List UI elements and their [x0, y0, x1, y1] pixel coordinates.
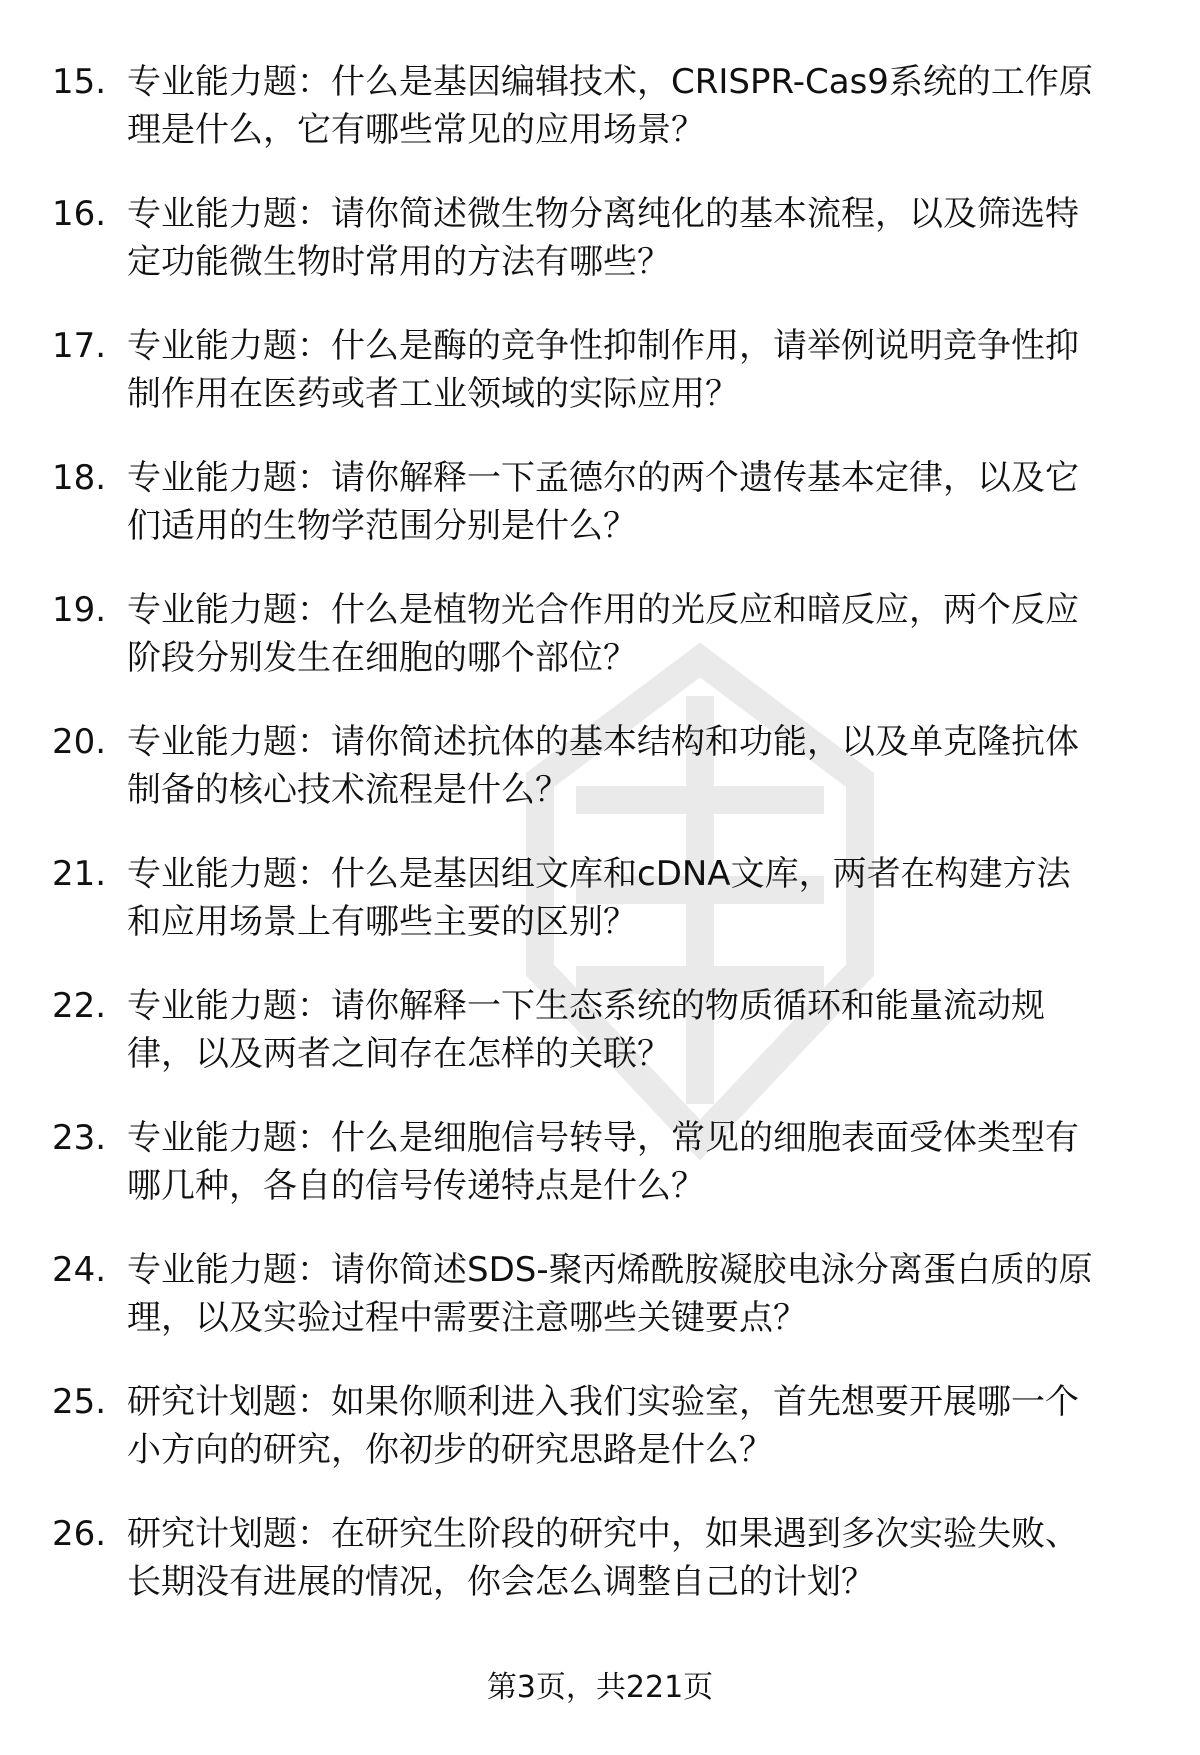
- question-text: 专业能力题：请你简述微生物分离纯化的基本流程，以及筛选特 定功能微生物时常用的方法有哪些？: [127, 194, 1079, 282]
- question-text: 专业能力题：什么是基因编辑技术，CRISPR-Cas9系统的工作原 理是什么，它有哪些常见的应用场景？: [127, 62, 1093, 150]
- question-text: 专业能力题：什么是细胞信号转导，常见的细胞表面受体类型有 哪几种，各自的信号传递特点是什么？: [127, 1118, 1079, 1206]
- question-item: [52, 454, 1152, 586]
- question-item: [52, 586, 1152, 718]
- question-item: [52, 850, 1152, 982]
- question-text: 专业能力题：什么是植物光合作用的光反应和暗反应，两个反应 阶段分别发生在细胞的哪个部位？: [127, 590, 1079, 678]
- question-number: 25.: [52, 1382, 107, 1422]
- question-number: 22.: [52, 986, 107, 1026]
- question-number: 20.: [52, 722, 107, 762]
- question-item: [52, 1510, 1152, 1642]
- question-list: [52, 58, 1152, 1642]
- question-text: 专业能力题：什么是酶的竞争性抑制作用，请举例说明竞争性抑 制作用在医药或者工业领域的实际应用？: [127, 326, 1079, 414]
- question-number: 18.: [52, 458, 107, 498]
- question-text: 研究计划题：如果你顺利进入我们实验室，首先想要开展哪一个 小方向的研究，你初步的研究思路是什么？: [127, 1382, 1079, 1470]
- question-text: 研究计划题：在研究生阶段的研究中，如果遇到多次实验失败、 长期没有进展的情况，你会怎么调整自己的计划？: [127, 1514, 1079, 1602]
- question-text: 专业能力题：什么是基因组文库和cDNA文库，两者在构建方法 和应用场景上有哪些主要的区别？: [127, 854, 1071, 942]
- question-text: 专业能力题：请你解释一下生态系统的物质循环和能量流动规 律，以及两者之间存在怎样的关联？: [127, 986, 1045, 1074]
- question-item: [52, 1246, 1152, 1378]
- question-number: 24.: [52, 1250, 107, 1290]
- question-item: [52, 718, 1152, 850]
- question-item: [52, 190, 1152, 322]
- question-text: 专业能力题：请你解释一下孟德尔的两个遗传基本定律，以及它 们适用的生物学范围分别是什么？: [127, 458, 1079, 546]
- question-number: 15.: [52, 62, 107, 102]
- question-item: [52, 982, 1152, 1114]
- question-item: [52, 322, 1152, 454]
- question-number: 21.: [52, 854, 107, 894]
- question-number: 19.: [52, 590, 107, 630]
- question-number: 17.: [52, 326, 107, 366]
- question-item: [52, 58, 1152, 190]
- question-number: 16.: [52, 194, 107, 234]
- question-item: [52, 1378, 1152, 1510]
- question-item: [52, 1114, 1152, 1246]
- question-number: 26.: [52, 1514, 107, 1554]
- page-footer: 第3页，共221页: [486, 1670, 714, 1705]
- question-number: 23.: [52, 1118, 107, 1158]
- question-text: 专业能力题：请你简述抗体的基本结构和功能，以及单克隆抗体 制备的核心技术流程是什么？: [127, 722, 1079, 810]
- question-text: 专业能力题：请你简述SDS-聚丙烯酰胺凝胶电泳分离蛋白质的原 理，以及实验过程中需要注意哪些关键要点？: [127, 1250, 1093, 1338]
